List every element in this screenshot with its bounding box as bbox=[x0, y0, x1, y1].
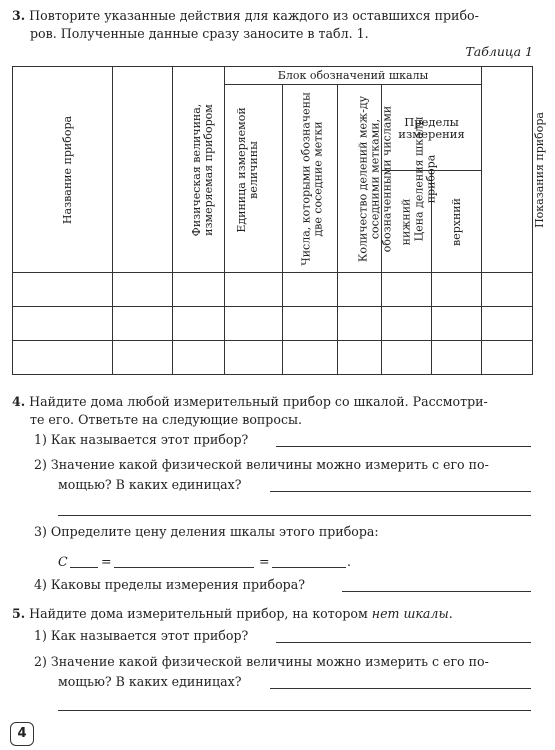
task5-q2b: мощью? В каких единицах? bbox=[58, 674, 242, 689]
header-numbers: Числа, которыми обозначены две соседние метки bbox=[225, 85, 283, 273]
task4-q2b: мощью? В каких единицах? bbox=[58, 477, 242, 492]
task5-line1 bbox=[12, 604, 453, 624]
task4-answer4-line[interactable] bbox=[342, 591, 531, 592]
table-1 bbox=[12, 66, 546, 375]
task5-answer2-line2[interactable] bbox=[58, 710, 531, 711]
table-cell[interactable] bbox=[382, 341, 432, 375]
task4-answer1-line[interactable] bbox=[276, 446, 531, 447]
table-cell[interactable] bbox=[432, 341, 482, 375]
table-cell[interactable] bbox=[283, 341, 338, 375]
task5-text1: Найдите дома измерительный прибор, на котором bbox=[29, 606, 368, 621]
table-cell[interactable] bbox=[13, 307, 113, 341]
task4-q2a: 2) Значение какой физической величины можно измерить с его по- bbox=[34, 457, 489, 472]
header-reading: Показания прибора bbox=[482, 67, 533, 273]
table-row bbox=[13, 341, 533, 375]
task4-q1: 1) Как называется этот прибор? bbox=[34, 432, 249, 447]
table-cell[interactable] bbox=[283, 273, 338, 307]
table-cell[interactable] bbox=[173, 273, 225, 307]
table-row bbox=[13, 307, 533, 341]
task4-text1: Найдите дома любой измерительный прибор со шкалой. Рассмотри- bbox=[29, 394, 488, 409]
table-caption: Таблица 1 bbox=[465, 44, 533, 59]
formula-blank2[interactable] bbox=[272, 567, 346, 568]
table-cell[interactable] bbox=[338, 273, 382, 307]
table-cell[interactable] bbox=[225, 341, 283, 375]
header-unit: Единица измеряемой величины bbox=[173, 67, 225, 273]
formula-eq2: = bbox=[259, 554, 270, 569]
table-row bbox=[13, 273, 533, 307]
task3-number: 3. bbox=[12, 8, 26, 23]
task3-text1: Повторите указанные действия для каждого из оставшихся прибо- bbox=[29, 8, 479, 23]
table-cell[interactable] bbox=[482, 273, 533, 307]
task4-text2: те его. Ответьте на следующие вопросы. bbox=[30, 412, 303, 427]
task4-answer2-line2[interactable] bbox=[58, 515, 531, 516]
task5-answer1-line[interactable] bbox=[276, 642, 531, 643]
header-price: Цена деления шкалы прибора bbox=[338, 85, 382, 273]
task5-number: 5. bbox=[12, 606, 26, 621]
table-cell[interactable] bbox=[13, 341, 113, 375]
table-cell[interactable] bbox=[225, 273, 283, 307]
task4-q3: 3) Определите цену деления шкалы этого прибора: bbox=[34, 524, 379, 539]
formula-blank1[interactable] bbox=[114, 567, 254, 568]
header-quantity: Физическая величина, измеряемая прибором bbox=[113, 67, 173, 273]
task5-answer2-line[interactable] bbox=[270, 688, 531, 689]
table-cell[interactable] bbox=[113, 307, 173, 341]
table-cell[interactable] bbox=[382, 273, 432, 307]
task5-emphasis: нет шкалы. bbox=[371, 606, 453, 621]
header-limits: Пределы измерения bbox=[382, 85, 482, 171]
table-cell[interactable] bbox=[225, 307, 283, 341]
task5-q2a: 2) Значение какой физической величины можно измерить с его по- bbox=[34, 654, 489, 669]
header-device-name: Название прибора bbox=[13, 67, 113, 273]
table-cell[interactable] bbox=[113, 273, 173, 307]
formula-eq1: = bbox=[101, 554, 112, 569]
table-cell[interactable] bbox=[13, 273, 113, 307]
task3-line1 bbox=[12, 6, 479, 26]
table-cell[interactable] bbox=[283, 307, 338, 341]
task3-text2: ров. Полученные данные сразу заносите в табл. 1. bbox=[30, 26, 369, 41]
task4-answer2-line[interactable] bbox=[270, 491, 531, 492]
formula-c: С bbox=[58, 554, 68, 569]
table-cell[interactable] bbox=[482, 307, 533, 341]
table-cell[interactable] bbox=[173, 341, 225, 375]
page-number-badge: 4 bbox=[10, 722, 34, 746]
table-cell[interactable] bbox=[113, 341, 173, 375]
task4-line1 bbox=[12, 392, 488, 412]
table-cell[interactable] bbox=[432, 273, 482, 307]
table-cell[interactable] bbox=[482, 341, 533, 375]
table-cell[interactable] bbox=[338, 307, 382, 341]
table-cell[interactable] bbox=[432, 307, 482, 341]
task5-q1: 1) Как называется этот прибор? bbox=[34, 628, 249, 643]
task4-q4: 4) Каковы пределы измерения прибора? bbox=[34, 577, 305, 592]
table-cell[interactable] bbox=[338, 341, 382, 375]
header-divisions: Количество делений меж-ду соседними метками, обозначенными числами bbox=[283, 85, 338, 273]
header-scale-block: Блок обозначений шкалы bbox=[225, 67, 482, 85]
formula-dot: . bbox=[347, 554, 352, 569]
task4-number: 4. bbox=[12, 394, 26, 409]
formula-subscript-blank[interactable] bbox=[70, 567, 98, 568]
header-lower: нижний bbox=[382, 171, 432, 273]
table-cell[interactable] bbox=[173, 307, 225, 341]
table-cell[interactable] bbox=[382, 307, 432, 341]
header-upper: верхний bbox=[432, 171, 482, 273]
